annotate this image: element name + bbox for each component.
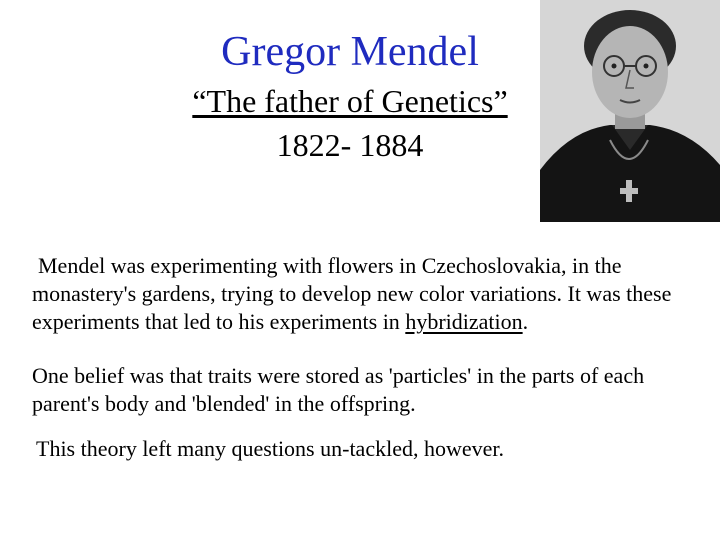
life-years: 1822- 1884 <box>276 127 424 163</box>
portrait-photo <box>540 0 720 222</box>
hybridization-link[interactable]: hybridization <box>405 309 523 334</box>
paragraph-blending-theory: One belief was that traits were stored as 'particles' in the parts of each parent's body and 'blended' in the offspring. <box>32 363 645 416</box>
slide-subtitle: “The father of Genetics” <box>192 83 508 119</box>
portrait-illustration <box>540 0 720 222</box>
paragraph1-end: . <box>522 309 529 334</box>
slide-title: Gregor Mendel <box>221 29 479 75</box>
paragraph-questions: This theory left many questions un-tackled, however. <box>36 436 504 461</box>
paragraph1-text: Mendel was experimenting with flowers in Czechoslovakia, in the monastery's gardens, trying to develop new color variations. It was these experiments that led to his experiments in <box>32 253 672 334</box>
title-block <box>150 28 550 164</box>
paragraph-hybridization <box>32 252 682 336</box>
